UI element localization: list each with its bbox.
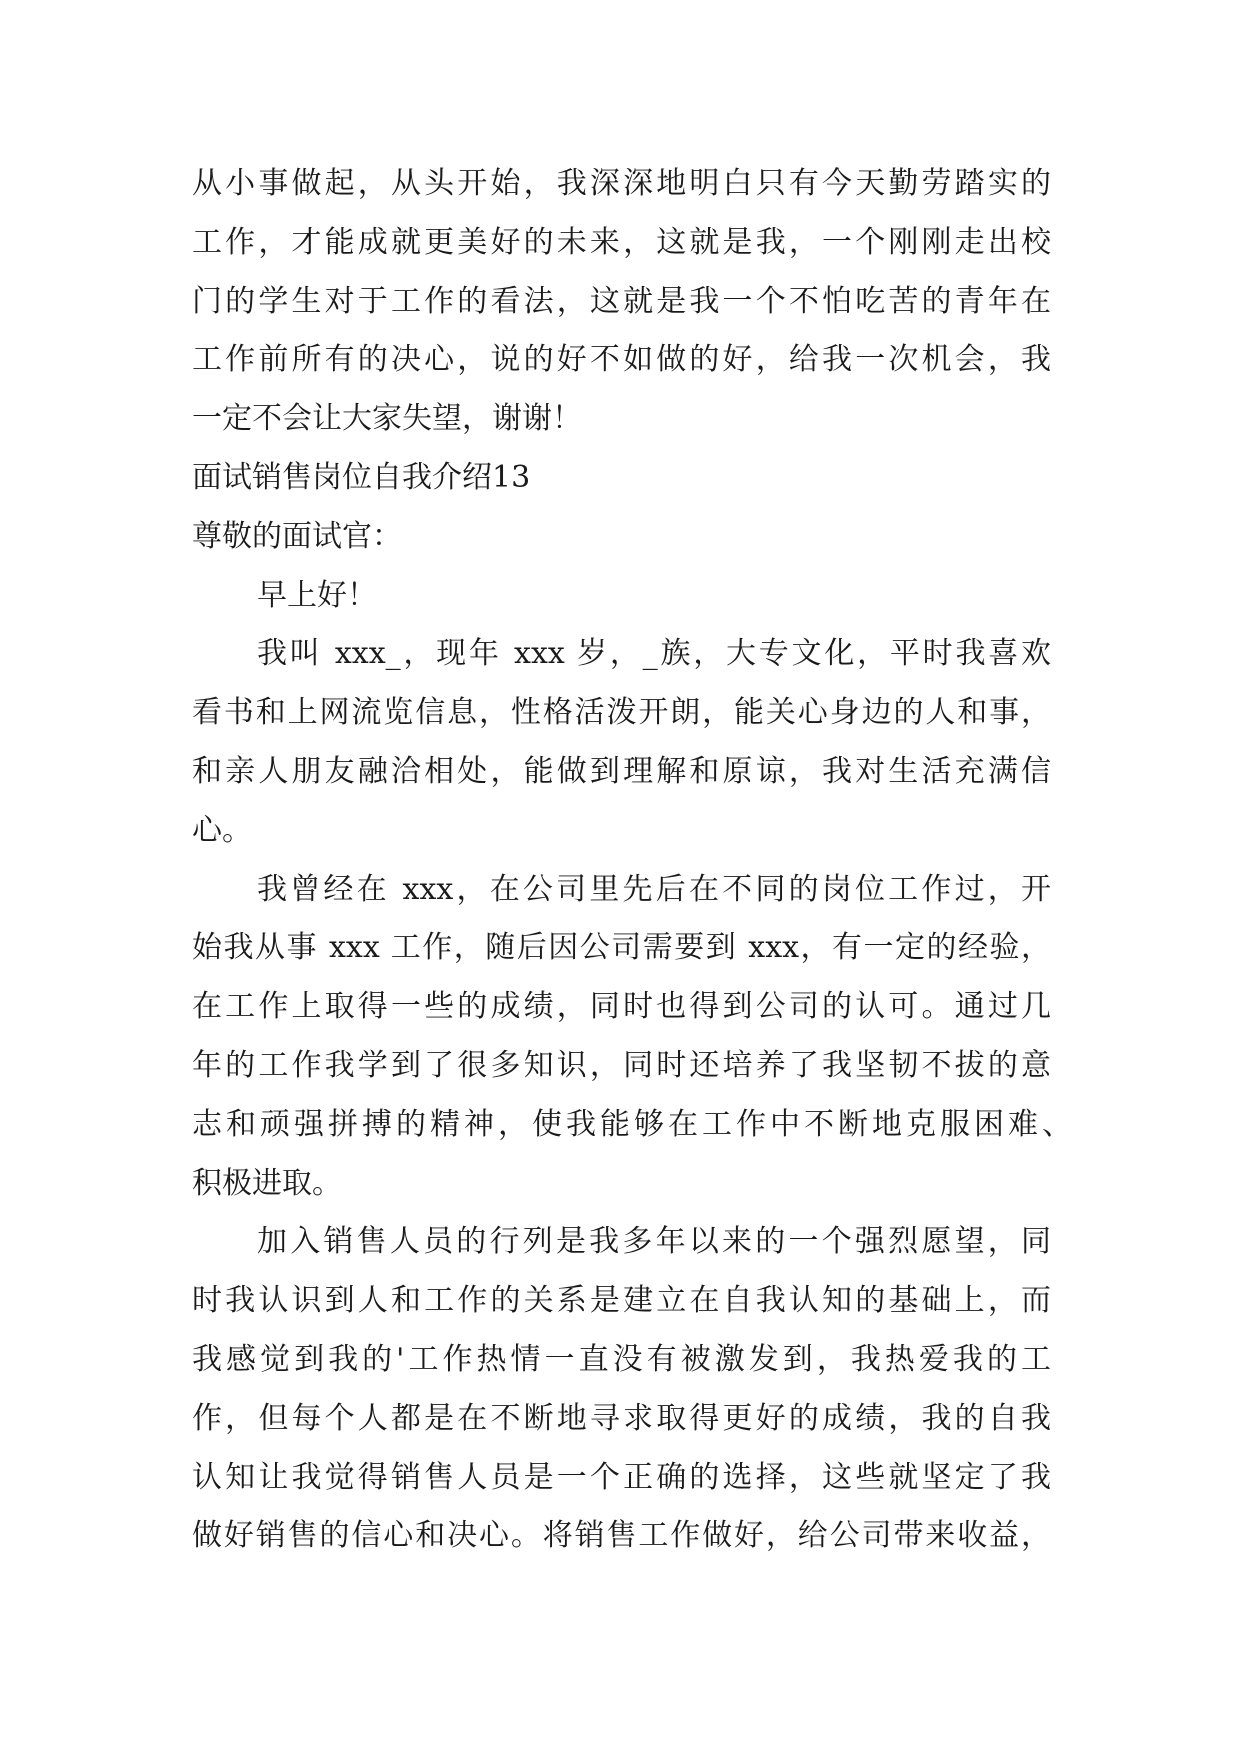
text-line: 年的工作我学到了很多知识，同时还培养了我坚韧不拔的意	[192, 1048, 1051, 1083]
text-line: 心。	[192, 813, 252, 848]
text-line: 时我认识到人和工作的关系是建立在自我认知的基础上，而	[192, 1283, 1051, 1318]
text-line: 在工作上取得一些的成绩，同时也得到公司的认可。通过几	[192, 989, 1051, 1024]
text-line: 门的学生对于工作的看法，这就是我一个不怕吃苦的青年在	[192, 284, 1051, 319]
text-line: 和亲人朋友融洽相处，能做到理解和原谅，我对生活充满信	[192, 754, 1051, 789]
text-line: 一定不会让大家失望，谢谢！	[192, 401, 582, 436]
section-heading: 面试销售岗位自我介绍13	[192, 460, 531, 495]
text-line: 看书和上网流览信息，性格活泼开朗，能关心身边的人和事，	[192, 695, 1051, 730]
text-line: 我曾经在 xxx，在公司里先后在不同的岗位工作过，开	[257, 872, 1051, 907]
text-line: 加入销售人员的行列是我多年以来的一个强烈愿望，同	[257, 1224, 1051, 1259]
text-line: 从小事做起，从头开始，我深深地明白只有今天勤劳踏实的	[192, 166, 1051, 201]
text-line: 认知让我觉得销售人员是一个正确的选择，这些就坚定了我	[192, 1460, 1051, 1495]
text-line: 志和顽强拼搏的精神，使我能够在工作中不断地克服困难、	[192, 1107, 1072, 1142]
text-line: 做好销售的信心和决心。将销售工作做好，给公司带来收益，	[192, 1518, 1051, 1553]
text-line: 始我从事 xxx 工作，随后因公司需要到 xxx，有一定的经验，	[192, 930, 1051, 965]
greeting: 早上好！	[257, 578, 377, 613]
text-line: 工作，才能成就更美好的未来，这就是我，一个刚刚走出校	[192, 225, 1051, 260]
text-line: 工作前所有的决心，说的好不如做的好，给我一次机会，我	[192, 342, 1051, 377]
salutation: 尊敬的面试官：	[192, 519, 402, 554]
text-line: 我叫 xxx_，现年 xxx 岁，_族，大专文化，平时我喜欢	[257, 636, 1051, 671]
text-line: 我感觉到我的'工作热情一直没有被激发到，我热爱我的工	[192, 1342, 1051, 1377]
text-line: 积极进取。	[192, 1166, 342, 1201]
text-line: 作，但每个人都是在不断地寻求取得更好的成绩，我的自我	[192, 1401, 1051, 1436]
